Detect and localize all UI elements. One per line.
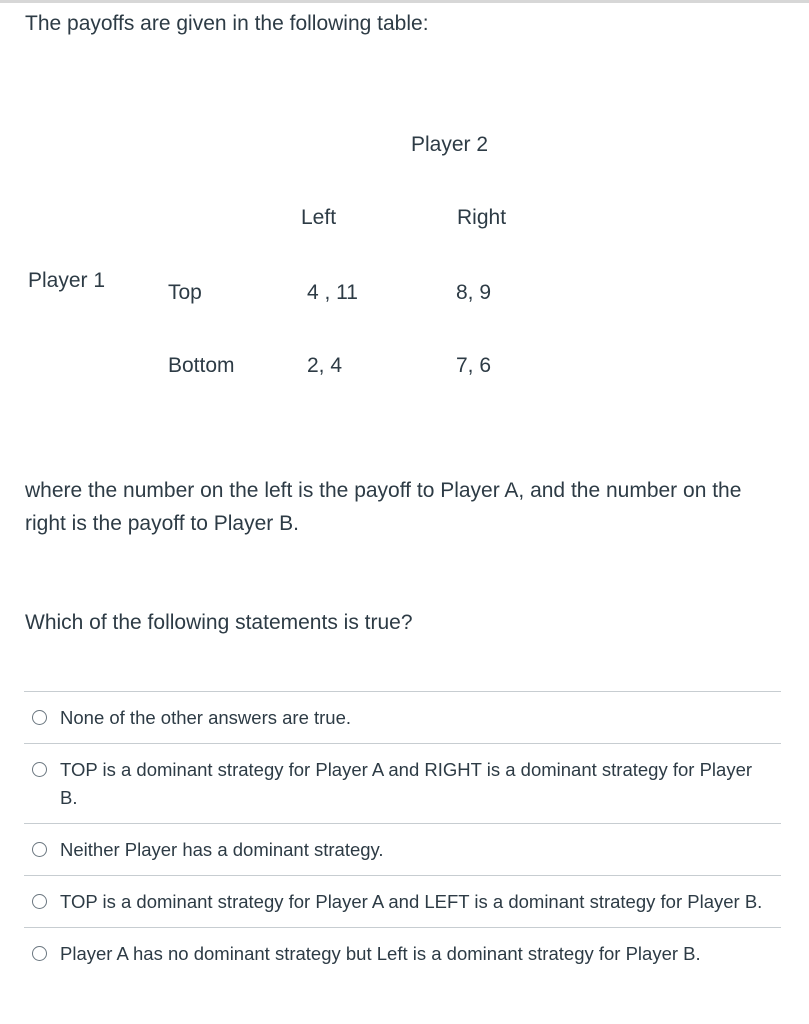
answer-option[interactable]	[24, 928, 781, 979]
answer-option[interactable]	[24, 692, 781, 744]
question-text: Which of the following statements is true?	[25, 611, 413, 634]
top-divider	[0, 0, 809, 3]
radio-button[interactable]	[32, 762, 47, 777]
explanation-text: where the number on the left is the payoff to Player A, and the number on the right is the payoff to Player B.	[25, 479, 742, 535]
radio-button[interactable]	[32, 710, 47, 725]
cell-top-right: 8, 9	[456, 281, 492, 304]
answer-label: Neither Player has a dominant strategy.	[60, 839, 384, 860]
player2-label: Player 2	[411, 133, 489, 156]
answer-option[interactable]	[24, 744, 781, 824]
answer-list	[24, 691, 781, 979]
column-left-label: Left	[301, 206, 337, 229]
row-top-label: Top	[168, 281, 202, 304]
radio-button[interactable]	[32, 946, 47, 961]
column-right-label: Right	[457, 206, 507, 229]
answer-label: None of the other answers are true.	[60, 707, 352, 728]
radio-button[interactable]	[32, 894, 47, 909]
answer-label: TOP is a dominant strategy for Player A and RIGHT is a dominant strategy for Player B.	[60, 759, 753, 808]
answer-option[interactable]	[24, 876, 781, 928]
row-bottom-label: Bottom	[168, 354, 235, 377]
answer-label: Player A has no dominant strategy but Left is a dominant strategy for Player B.	[60, 943, 701, 964]
player1-label: Player 1	[28, 269, 106, 292]
cell-bottom-right: 7, 6	[456, 354, 492, 377]
answer-label: TOP is a dominant strategy for Player A and LEFT is a dominant strategy for Player B.	[60, 891, 763, 912]
cell-top-left: 4 , 11	[307, 281, 358, 304]
cell-bottom-left: 2, 4	[307, 354, 343, 377]
intro-text: The payoffs are given in the following table:	[25, 12, 429, 35]
answer-option[interactable]	[24, 824, 781, 876]
radio-button[interactable]	[32, 842, 47, 857]
